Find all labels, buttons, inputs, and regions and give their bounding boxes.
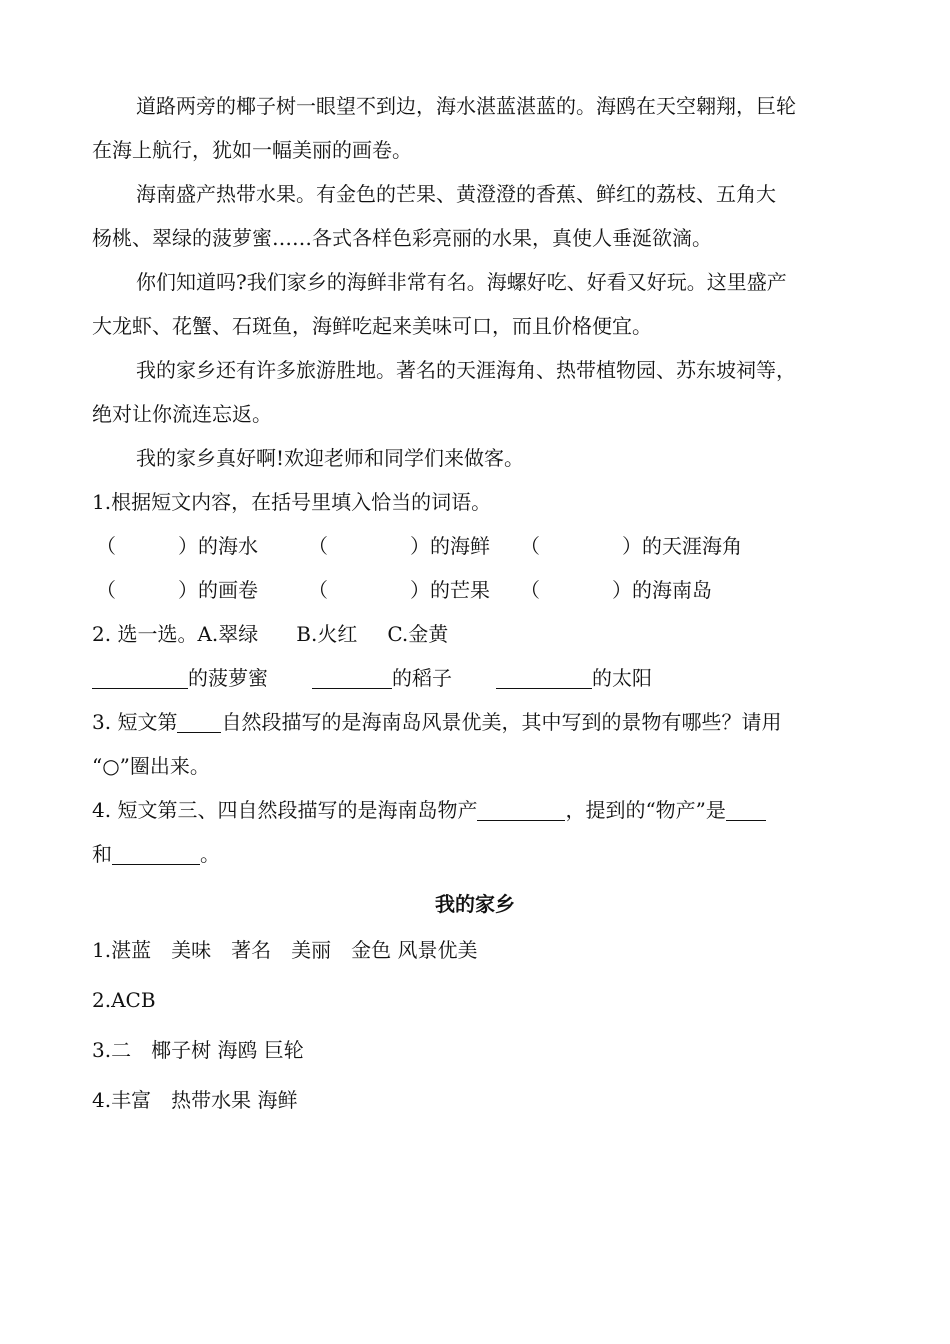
q1-row2-item1 — [96, 576, 258, 604]
answer-4: 4.丰富 热带水果 海鲜 — [92, 1088, 298, 1112]
open-paren: （ — [308, 534, 328, 558]
passage-p2-line1: 海南盛产热带水果。有金色的芒果、黄澄澄的香蕉、鲜红的荔枝、五角大 — [136, 182, 776, 206]
q1-row2-word1: 的画卷 — [198, 578, 258, 602]
q2-option-c: C.金黄 — [387, 622, 449, 646]
answer-3: 3.二 椰子树 海鸥 巨轮 — [92, 1038, 304, 1062]
q3-blank[interactable] — [177, 712, 221, 733]
q3-text-b: 自然段描写的是海南岛风景优美，其中写到的景物有哪些？请用 — [221, 710, 782, 734]
q2-blank-2[interactable] — [312, 668, 392, 689]
q4-text-c: 和 — [92, 842, 112, 866]
q4-blank-1[interactable] — [477, 800, 565, 821]
q2-blank-3[interactable] — [496, 668, 592, 689]
close-paren: ） — [410, 534, 430, 558]
question-4-line1 — [92, 796, 766, 824]
open-paren: （ — [96, 534, 116, 558]
q2-label: 2. 选一选。 — [92, 622, 198, 646]
open-paren: （ — [308, 578, 328, 602]
question-3-line2: “○”圈出来。 — [92, 754, 210, 778]
q1-row1-word2: 的海鲜 — [430, 534, 490, 558]
open-paren: （ — [96, 578, 116, 602]
q2-option-b: B.火红 — [296, 622, 358, 646]
q4-text-b: ，提到的“物产”是 — [565, 798, 726, 822]
q1-row1-item1 — [96, 532, 258, 560]
close-paren: ） — [410, 578, 430, 602]
passage-p2-line2: 杨桃、翠绿的菠萝蜜……各式各样色彩亮丽的水果，真使人垂涎欲滴。 — [92, 226, 712, 250]
close-paren: ） — [178, 534, 198, 558]
question-3-line1 — [92, 708, 781, 736]
q4-text-d: 。 — [200, 842, 220, 866]
passage-p1-line2: 在海上航行，犹如一幅美丽的画卷。 — [92, 138, 412, 162]
answer-1: 1.湛蓝 美味 著名 美丽 金色 风景优美 — [92, 938, 478, 962]
q2-item-1: 的菠萝蜜 — [188, 666, 268, 690]
q1-row1-word1: 的海水 — [198, 534, 258, 558]
q1-row2-word3: 的海南岛 — [632, 578, 712, 602]
q1-row2-word2: 的芒果 — [430, 578, 490, 602]
q1-row1-item2 — [308, 532, 490, 560]
q4-text-a: 4. 短文第三、四自然段描写的是海南岛物产 — [92, 798, 478, 822]
passage-p1-line1: 道路两旁的椰子树一眼望不到边，海水湛蓝湛蓝的。海鸥在天空翱翔，巨轮 — [136, 94, 796, 118]
answer-2: 2.ACB — [92, 988, 156, 1012]
question-2-prompt — [92, 620, 448, 648]
q2-option-a: A.翠绿 — [197, 622, 259, 646]
q2-blanks-row — [92, 664, 652, 692]
question-4-line2 — [92, 840, 220, 868]
q1-row1-word3: 的天涯海角 — [642, 534, 742, 558]
close-paren: ） — [178, 578, 198, 602]
passage-p3-line1: 你们知道吗?我们家乡的海鲜非常有名。海螺好吃、好看又好玩。这里盛产 — [136, 270, 787, 294]
answer-key-title: 我的家乡 — [435, 892, 515, 916]
passage-p4-line1: 我的家乡还有许多旅游胜地。著名的天涯海角、热带植物园、苏东坡祠等， — [136, 358, 796, 382]
q1-row2-item2 — [308, 576, 490, 604]
q4-blank-3[interactable] — [112, 844, 200, 865]
q1-row2-item3 — [520, 576, 712, 604]
passage-p5-line1: 我的家乡真好啊!欢迎老师和同学们来做客。 — [136, 446, 525, 470]
q1-row1-item3 — [520, 532, 742, 560]
passage-p4-line2: 绝对让你流连忘返。 — [92, 402, 272, 426]
q2-blank-1[interactable] — [92, 668, 188, 689]
close-paren: ） — [612, 578, 632, 602]
passage-p3-line2: 大龙虾、花蟹、石斑鱼，海鲜吃起来美味可口，而且价格便宜。 — [92, 314, 652, 338]
open-paren: （ — [520, 578, 540, 602]
q4-blank-2[interactable] — [726, 800, 766, 821]
question-1-prompt: 1.根据短文内容，在括号里填入恰当的词语。 — [92, 490, 492, 514]
q3-text-a: 3. 短文第 — [92, 710, 178, 734]
q2-item-3: 的太阳 — [592, 666, 652, 690]
close-paren: ） — [622, 534, 642, 558]
q2-item-2: 的稻子 — [392, 666, 452, 690]
open-paren: （ — [520, 534, 540, 558]
